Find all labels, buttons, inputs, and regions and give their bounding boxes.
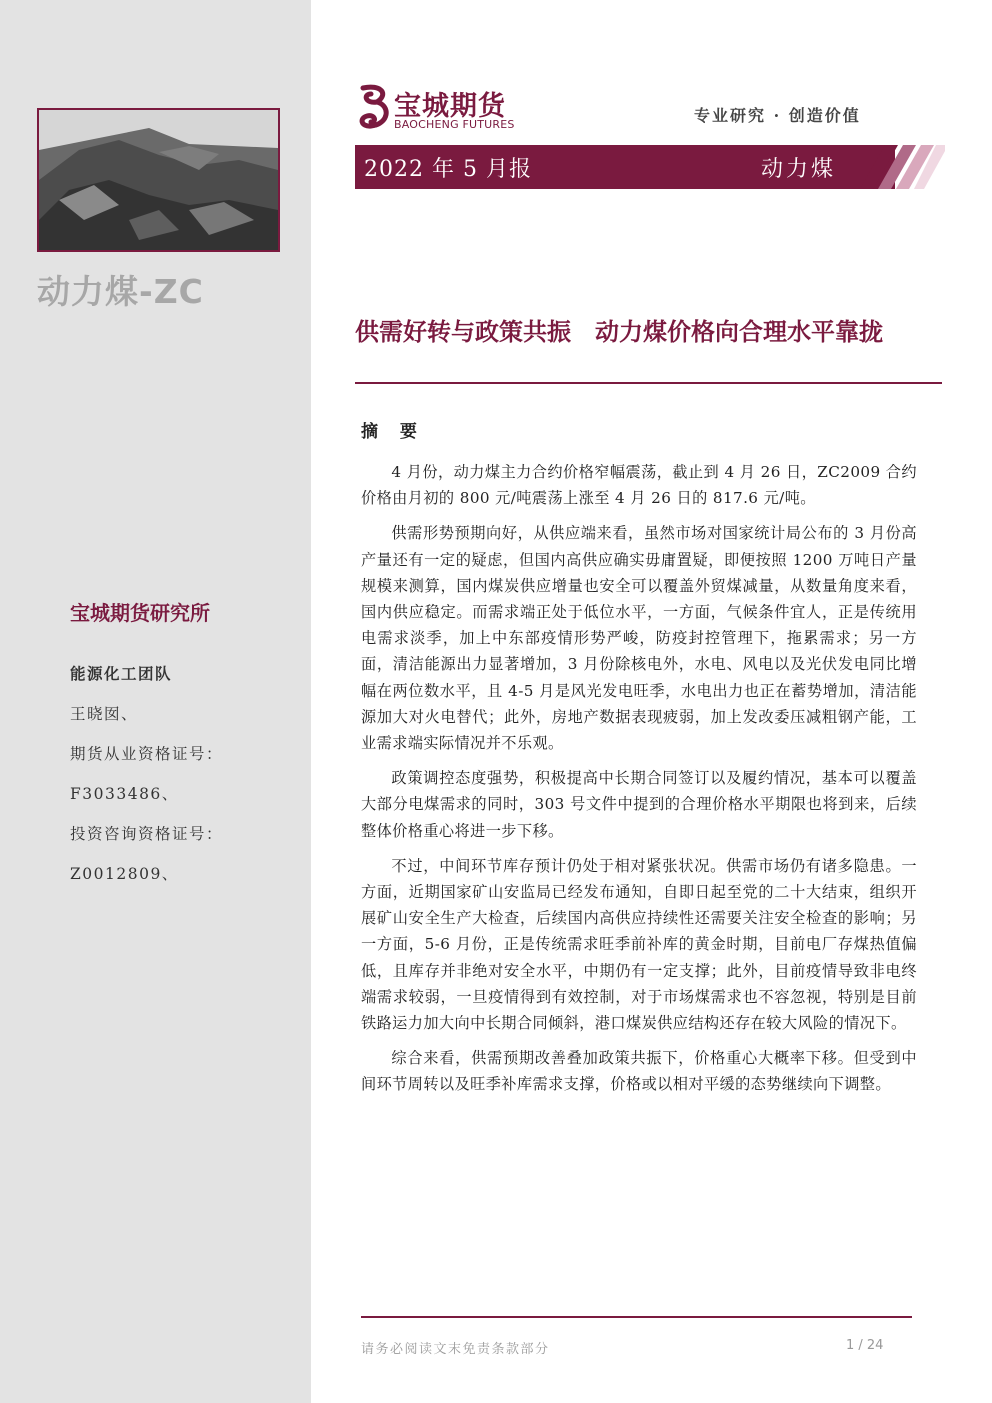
team-name: 能源化工团队 xyxy=(70,664,173,683)
paragraph: 政策调控态度强势，积极提高中长期合同签订以及履约情况，基本可以覆盖大部分电煤需求的同时，303 号文件中提到的合理价格水平期限也将到来，后续整体价格重心将进一步下移。 xyxy=(361,769,917,840)
futures-license-label: 期货从业资格证号： xyxy=(70,745,224,763)
page-number: 1 / 24 xyxy=(846,1338,884,1353)
institute-name: 宝城期货研究所 xyxy=(70,601,210,625)
report-title: 供需好转与政策共振 动力煤价格向合理水平靠拢 xyxy=(355,318,883,346)
title-divider xyxy=(355,382,942,384)
advisory-license-number: Z0012809、 xyxy=(70,865,179,883)
logo-text-cn: 宝城期货 xyxy=(394,91,506,122)
slogan: 专业研究 · 创造价值 xyxy=(694,106,861,125)
abstract-heading: 摘 要 xyxy=(361,422,425,442)
paragraph: 综合来看，供需预期改善叠加政策共振下，价格重心大概率下移。但受到中间环节周转以及旺季补库需求支撑，价格或以相对平缓的态势继续向下调整。 xyxy=(361,1049,917,1094)
abstract-body xyxy=(361,459,917,1107)
futures-license-number: F3033486、 xyxy=(70,785,179,803)
paragraph: 供需形势预期向好，从供应端来看，虽然市场对国家统计局公布的 3 月份高产量还有一定的疑虑，但国内高供应确实毋庸置疑，即便按照 1200 万吨日产量规模来测算，国内煤炭供应增量也安全可以覆盖外贸煤减量，从数量角度来看，国内供应稳定。而需求端正处于低位水平，一方面，气候条件宜人，正是传统用电需求淡季，加上中东部疫情形势严峻，防疫封控管理下，拖累需求；另一方面，清洁能源出力显著增加，3 月份除核电外，水电、风电以及光伏发电同比增幅在两位数水平，且 4-5 月是风光发电旺季，水电出力也正在蓄势增加，清洁能源加大对火电替代；此外，房地产数据表现疲弱，加上发改委压减粗钢产能，工业需求端实际情况并不乐观。 xyxy=(361,524,917,753)
paragraph: 不过，中间环节库存预计仍处于相对紧张状况。供需市场仍有诸多隐患。一方面，近期国家矿山安监局已经发布通知，自即日起至党的二十大结束，组织开展矿山安全生产大检查，后续国内高供应持续性还需要关注安全检查的影响；另一方面，5-6 月份，正是传统需求旺季前补库的黄金时期，目前电厂存煤热值偏低，且库存并非绝对安全水平，中期仍有一定支撑；此外，目前疫情导致非电终端需求较弱，一旦疫情得到有效控制，对于市场煤需求也不容忽视，特别是目前铁路运力加大向中长期合同倾斜，港口煤炭供应结构还存在较大风险的情况下。 xyxy=(361,856,917,1033)
footer-divider xyxy=(361,1316,912,1318)
sidebar-title: 动力煤-ZC xyxy=(37,272,204,311)
report-subject: 动力煤 xyxy=(761,157,837,182)
advisory-license-label: 投资咨询资格证号： xyxy=(70,825,224,843)
footer-disclaimer: 请务必阅读文末免责条款部分 xyxy=(361,1342,550,1357)
report-date: 2022 年 5 月报 xyxy=(364,157,532,182)
cover-photo xyxy=(37,108,280,252)
analyst-name: 王晓囡、 xyxy=(70,705,139,723)
banner-stripes xyxy=(860,145,945,189)
logo-text-en: BAOCHENG FUTURES xyxy=(394,118,515,131)
paragraph: 4 月份，动力煤主力合约价格窄幅震荡，截止到 4 月 26 日，ZC2009 合约价格由月初的 800 元/吨震荡上涨至 4 月 26 日的 817.6 元/吨。 xyxy=(361,463,917,508)
logo-icon xyxy=(355,82,395,132)
